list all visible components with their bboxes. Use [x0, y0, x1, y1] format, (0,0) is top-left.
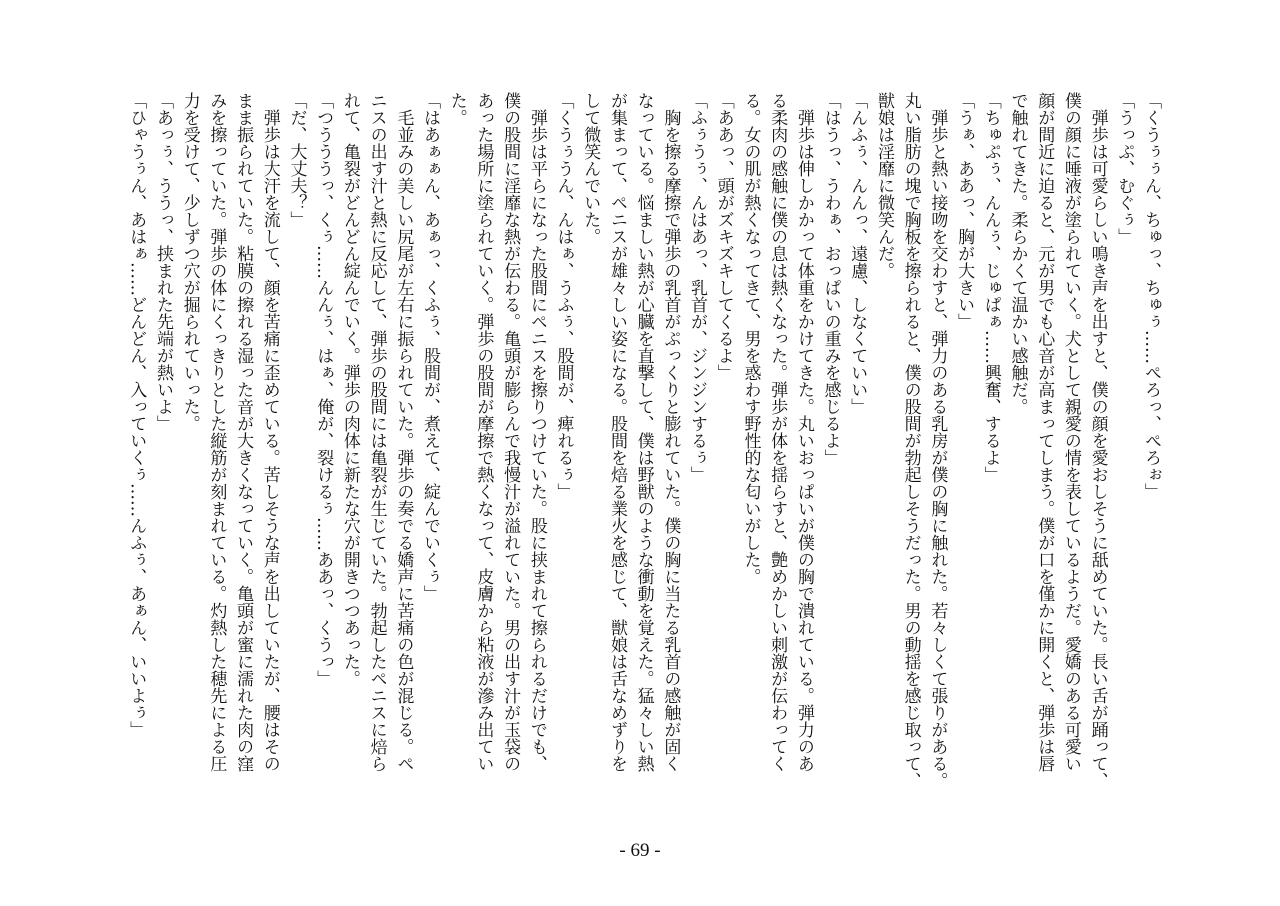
text-line: 顔が間近に迫ると、元が男でも心音が高まってしまう。僕が口を僅かに開くと、弾歩は唇	[1034, 92, 1055, 772]
text-line: 獣娘は淫靡に微笑んだ。	[873, 92, 894, 279]
text-line: まま振られていた。粘膜の擦れる湿った音が大きくなっていく。亀頭が蜜に濡れた肉の窪	[233, 92, 254, 772]
text-line: 僕の顔に唾液が塗られていく。犬として親愛の情を表しているようだ。愛嬌のある可愛い	[1060, 92, 1081, 772]
text-line: 「あっぅ、ううっ、挟まれた先端が熱いよ」	[152, 92, 173, 432]
text-line: なっている。悩ましい熱が心臓を直撃して、僕は野獣のような衝動を覚えた。猛々しい熱	[633, 92, 654, 772]
text-line: 力を受けて、少しずつ穴が掘られていった。	[179, 92, 200, 432]
text-line: 「ああっ、頭がズキズキしてくるよ」	[713, 92, 734, 381]
text-line: して微笑んでいた。	[580, 92, 601, 245]
text-line: 「うっぷ、むぐぅ」	[1114, 92, 1135, 245]
text-line: 弾歩と熱い接吻を交わすと、弾力のある乳房が僕の胸に触れた。若々しくて張りがある。	[927, 92, 948, 789]
text-line: 毛並みの美しい尻尾が左右に振られていた。弾歩の奏でる嬌声に苦痛の色が混じる。ペ	[393, 92, 414, 772]
text-line: 「くうぅうん、んはぁ、うふぅ、股間が、痺れるぅ」	[553, 92, 574, 500]
text-line: 「んふぅ、んんっ、遠慮、しなくていい」	[847, 92, 868, 415]
text-line: 「うぁ、ああっ、胸が大きい」	[954, 92, 975, 330]
text-line: る柔肉の感触に僕の息は熱くなった。弾歩が体を揺らすと、艶めかしい刺激が伝わってく	[767, 92, 788, 772]
text-line: 弾歩は平らになった股間にペニスを擦りつけていた。股に挟まれて擦られるだけでも、	[526, 92, 547, 772]
text-line: あった場所に塗られていく。弾歩の股間が摩擦で熱くなって、皮膚から粘液が滲み出てい	[473, 92, 494, 772]
text-line: で触れてきた。柔らかくて温かい感触だ。	[1007, 92, 1028, 415]
text-line: 「はうっ、うわぁ、おっぱいの重みを感じるよ」	[820, 92, 841, 466]
text-line: 弾歩は伸しかかって体重をかけてきた。丸いおっぱいが僕の胸で潰れている。弾力のあ	[793, 92, 814, 772]
text-line: 弾歩は可愛らしい鳴き声を出すと、僕の顔を愛おしそうに舐めていた。長い舌が踊って、	[1087, 92, 1108, 789]
text-line: 「ちゅぷぅ、んんぅ、じゅぱぁ……興奮、するよ」	[980, 92, 1001, 483]
text-line: れて、亀裂がどんどん綻んでいく。弾歩の肉体に新たな穴が開きつつあった。	[339, 92, 360, 687]
text-line: 僕の股間に淫靡な熱が伝わる。亀頭が膨らんで我慢汁が溢れていた。男の出す汁が玉袋の	[500, 92, 521, 772]
text-line: ニスの出す汁と熱に反応して、弾歩の股間には亀裂が生じていた。勃起したペニスに焙ら	[366, 92, 387, 772]
text-line: た。	[446, 92, 467, 126]
text-line: 「ひゃうぅん、あはぁ……どんどん、入っていくぅ……んふぅ、あぁん、いいよぅ」	[126, 92, 147, 738]
text-line: 「だ、大丈夫？」	[286, 92, 307, 228]
text-line: 「ふぅうぅ、んはあっ、乳首が、ジンジンするぅ」	[687, 92, 708, 483]
text-line: る。女の肌が熱くなってきて、男を惑わす野性的な匂いがした。	[740, 92, 761, 585]
text-line: 弾歩は大汗を流して、顔を苦痛に歪めている。苦しそうな声を出していたが、腰はその	[259, 92, 280, 772]
text-line: 「はあぁぁん、あぁっ、くふぅ、股間が、煮えて、綻んでいくぅ」	[420, 92, 441, 602]
text-line: みを擦っていた。弾歩の体にくっきりとした縦筋が刻まれている。灼熱した穂先による圧	[206, 92, 227, 772]
page-number: - 69 -	[619, 840, 661, 861]
text-line: 胸を擦る摩擦で弾歩の乳首がぷっくりと膨れていた。僕の胸に当たる乳首の感触が固く	[660, 92, 681, 772]
text-line: 「くうぅぅん、ちゅっ、ちゅぅ……ぺろっ、ぺろぉ」	[1141, 92, 1161, 500]
text-line: 「つうううっ、くぅ……んんぅ、はぁ、俺が、裂けるぅ……ああっ、くうっ」	[313, 92, 334, 687]
text-line: が集まって、ペニスが雄々しい姿になる。股間を焙る業火を感じて、獣娘は舌なめずりを	[606, 92, 627, 772]
body-text	[123, 92, 1164, 789]
text-line: 丸い脂肪の塊で胸板を擦られると、僕の股間が勃起しそうだった。男の動揺を感じ取って、	[900, 92, 921, 789]
